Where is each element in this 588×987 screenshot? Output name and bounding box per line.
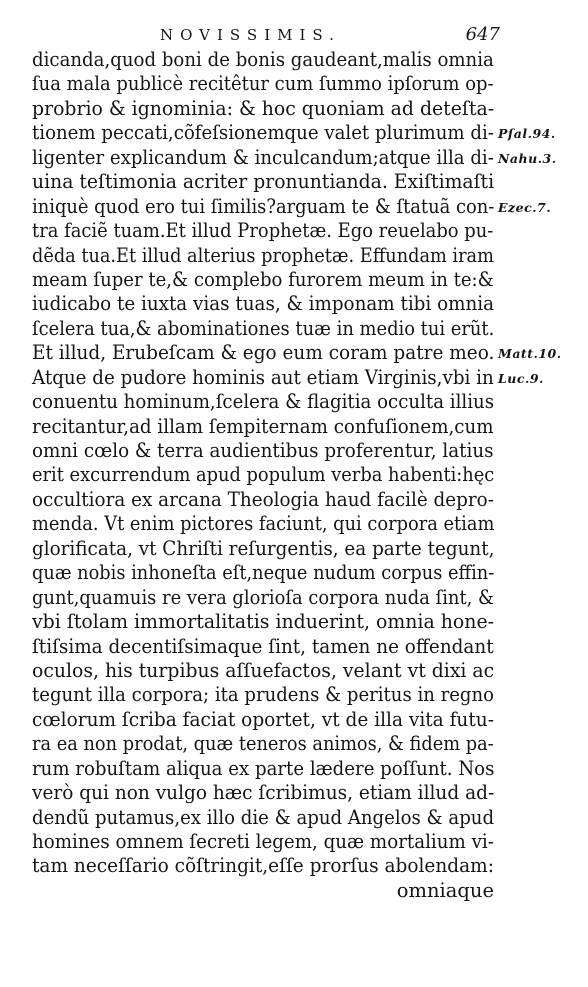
catchword: omniaque: [396, 878, 494, 902]
text-line: ſtiſsima decentiſsimaque ſint, tamen ne offendant: [32, 634, 494, 658]
text-line: conuentu hominum,ſcelera & flagitia occulta illius: [32, 390, 495, 414]
text-line: dẽda tua.Et illud alterius prophetæ. Effundam iram: [32, 243, 494, 267]
text-line: uina teſtimonia acriter pronuntianda. Exiſtimaſti: [32, 170, 495, 194]
text-line: tam neceſſario cõſtringit,eſſe prorſus abolendam:: [32, 854, 494, 878]
running-head: NOVISSIMIS.: [160, 26, 341, 44]
text-line: dendũ putamus,ex illo die & apud Angelos & apud: [32, 805, 495, 829]
page-header: [120, 24, 500, 50]
text-line: meam ſuper te,& complebo furorem meum in te:&: [32, 267, 494, 291]
text-line: ligenter explicandum & inculcandum;atque illa di-: [32, 145, 494, 169]
text-line: Atque de pudore hominis aut etiam Virginis,vbi in: [32, 365, 494, 389]
text-line: tionem peccati,cõfeſsionemque valet plurimum di-: [32, 121, 494, 145]
text-line: erit excurrendum apud populum verba habenti:hęc: [32, 463, 495, 487]
text-line: occultiora ex arcana Theologia haud facilè depro-: [32, 487, 494, 511]
text-line: ra ea non prodat, quæ teneros animos, & fidem pa-: [32, 732, 494, 756]
text-line: recitantur,ad illam ſempiternam confuſionem,cum: [32, 414, 494, 438]
text-line: oculos, his turpibus aſſuefactos, velant vt dixi ac: [32, 658, 495, 682]
margin-note: Matt.10.: [498, 346, 562, 362]
margin-note: Pſal.94.: [498, 126, 556, 142]
text-line: omni cœlo & terra audientibus proferentur, latius: [32, 439, 494, 462]
text-line: homines omnem ſecreti legem, quæ mortalium vi-: [32, 830, 494, 853]
margin-note: Luc.9.: [498, 370, 544, 386]
text-line: rum robuſtam aliqua ex parte lædere poſſunt. Nos: [32, 756, 495, 780]
body-text: [32, 48, 494, 903]
text-line: probrio & ignominia: & hoc quoniam ad deteſta-: [32, 96, 495, 120]
text-line: cœlorum ſcriba faciat oportet, vt de illa vita futu-: [32, 707, 494, 731]
text-line: vbi ſtolam immortalitatis induerint, omnia hone-: [32, 610, 495, 634]
margin-note: Ezec.7.: [498, 199, 552, 215]
text-line: quæ nobis inhoneſta eſt,neque nudum corpus effin-: [32, 561, 495, 585]
text-line: gunt,quamuis re vera glorioſa corpora nuda ſint, &: [32, 585, 494, 609]
text-line: iudicabo te iuxta vias tuas, & imponam tibi omnia: [32, 292, 495, 316]
text-line: tra faciẽ tuam.Et illud Prophetæ. Ego reuelabo pu-: [32, 219, 494, 243]
text-line: menda. Vt enim pictores faciunt, qui corpora etiam: [32, 512, 495, 536]
text-line: iniquè quod ero tui ſimilis?arguam te & ſtatuã con-: [32, 194, 495, 218]
text-line: dicanda,quod boni de bonis gaudeant,malis omnia: [32, 48, 494, 71]
text-line: Et illud, Erubeſcam & ego eum coram patre meo.: [32, 341, 495, 365]
page-number: 647: [465, 24, 500, 45]
text-line: glorificata, vt Chriſti reſurgentis, ea parte tegunt,: [32, 536, 495, 560]
text-line: verò qui non vulgo hæc ſcribimus, etiam illud ad-: [32, 781, 495, 805]
margin-note: Nahu.3.: [498, 150, 557, 166]
text-line: tegunt illa corpora; ita prudens & peritus in regno: [32, 683, 494, 707]
text-line: ſua mala publicè recitêtur cum ſummo ipſorum op-: [32, 72, 494, 96]
text-line: ſcelera tua,& abominationes tuæ in medio tui erũt.: [32, 316, 495, 340]
